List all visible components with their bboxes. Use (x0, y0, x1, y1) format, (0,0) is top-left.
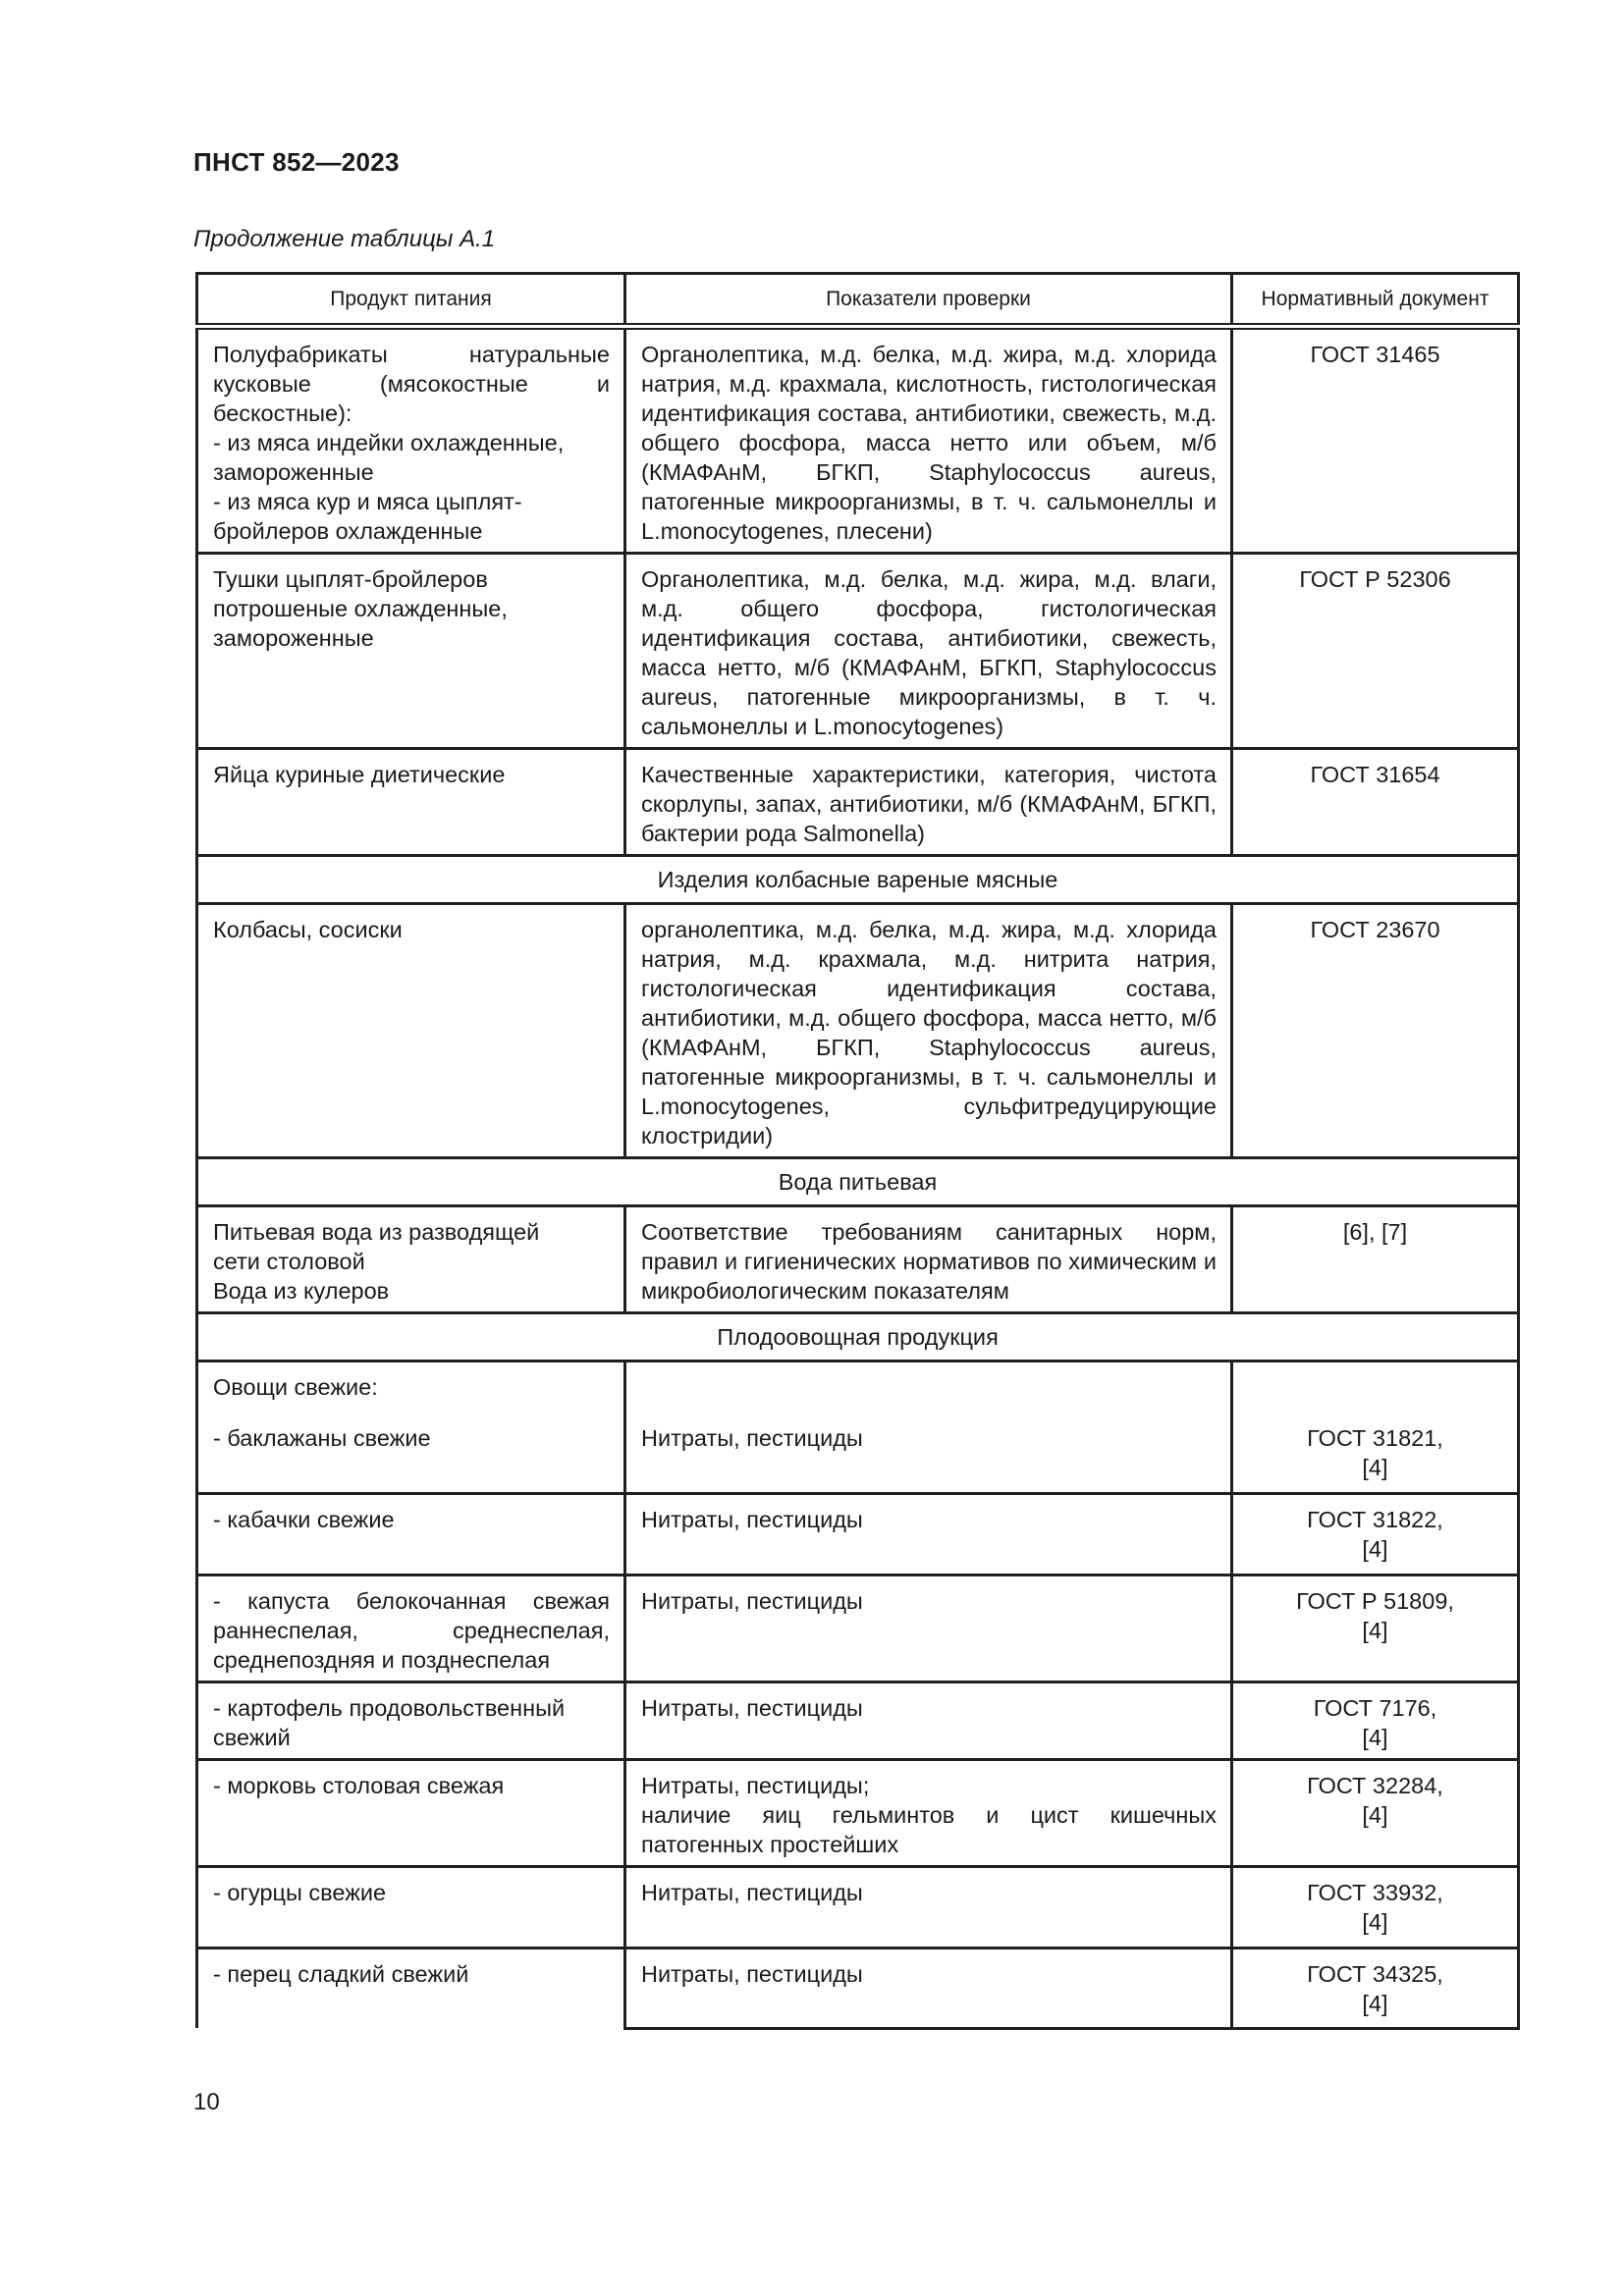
checks-line: Нитраты, пестициды (641, 1695, 863, 1721)
normative-doc-cell (1232, 1362, 1519, 1415)
checks-cell (625, 1760, 1232, 1867)
product-cell: - баклажаны свежие (197, 1414, 625, 1494)
checks-cell: Органолептика, м.д. белка, м.д. жира, м.д. хлорида натрия, м.д. крахмала, кислотность, гистологическая идентификация состава, антибиотики, свежесть, м.д. общего фосфора, масса нетто или объем, м/б (КМАФАнМ, БГКП, Staphylococcus aureus, патогенные микроорганизмы, в т. ч. сальмонеллы и L.monocytogenes, плесени) (625, 327, 1232, 554)
checks-cell (625, 1575, 1232, 1682)
product-line: потрошеные охлажденные, (213, 596, 508, 621)
checks-line: Нитраты, пестициды; (641, 1773, 870, 1798)
product-cell (197, 554, 625, 749)
product-line: Питьевая вода из разводящей (213, 1219, 540, 1245)
normative-doc-cell (1232, 1867, 1519, 1949)
checks-cell (625, 1682, 1232, 1760)
product-line: замороженные (213, 625, 374, 651)
table-row (197, 1206, 1519, 1313)
checks-line: Нитраты, пестициды (641, 1880, 863, 1905)
doc-line: ГОСТ 33932, (1307, 1880, 1443, 1905)
checks-line: Нитраты, пестициды (641, 1425, 863, 1451)
checks-line: Нитраты, пестициды (641, 1961, 863, 1987)
product-cell: - картофель продовольственный свежий (197, 1682, 625, 1760)
normative-doc-cell: ГОСТ 31465 (1232, 327, 1519, 554)
header-checks: Показатели проверки (625, 274, 1232, 327)
product-cell: Колбасы, сосиски (197, 904, 625, 1158)
normative-doc-cell (1232, 1760, 1519, 1867)
doc-line: ГОСТ 31821, (1307, 1425, 1443, 1451)
document-code: ПНСТ 852—2023 (193, 147, 400, 177)
table-row (197, 327, 1519, 554)
table-row (197, 1682, 1519, 1760)
doc-line: ГОСТ 34325, (1307, 1961, 1443, 1987)
doc-line: ГОСТ 7176, (1313, 1695, 1437, 1721)
checks-cell: органолептика, м.д. белка, м.д. жира, м.д. хлорида натрия, м.д. крахмала, м.д. нитрита натрия, гистологическая идентификация состава, антибиотики, м.д. общего фосфора, масса нетто, м/б (КМАФАнМ, БГКП, Staphylococcus aureus, патогенные микроорганизмы, в т. ч. сальмонеллы и L.monocytogenes, сульфитредуцирующие клостридии) (625, 904, 1232, 1158)
checks-cell (625, 1414, 1232, 1494)
product-cell: - огурцы свежие (197, 1867, 625, 1949)
checks-cell (625, 1867, 1232, 1949)
checks-cell (625, 1949, 1232, 2029)
header-product: Продукт питания (197, 274, 625, 327)
doc-line: [4] (1362, 1802, 1388, 1828)
table-row (197, 554, 1519, 749)
checks-line: Нитраты, пестициды (641, 1507, 863, 1532)
section-row-produce (197, 1313, 1519, 1362)
normative-doc-cell (1232, 1682, 1519, 1760)
normative-doc-cell (1232, 1949, 1519, 2029)
product-line: - из мяса кур и мяса цыплят-бройлеров охлажденные (213, 489, 522, 544)
section-title: Изделия колбасные вареные мясные (197, 856, 1519, 904)
product-cell: - морковь столовая свежая (197, 1760, 625, 1867)
table-caption: Продолжение таблицы А.1 (193, 226, 496, 252)
product-cell (197, 327, 625, 554)
product-line: Яйца куриные диетические (213, 762, 506, 787)
doc-line: [4] (1362, 1909, 1388, 1935)
checks-cell: Качественные характеристики, категория, чистота скорлупы, запах, антибиотики, м/б (КМАФАнМ, БГКП, бактерии рода Salmonella) (625, 749, 1232, 856)
checks-cell (625, 1494, 1232, 1575)
checks-cell: Органолептика, м.д. белка, м.д. жира, м.д. влаги, м.д. общего фосфора, гистологическая идентификация состава, антибиотики, свежесть, масса нетто, м/б (КМАФАнМ, БГКП, Staphylococcus aureus, патогенные микроорганизмы, в т. ч. сальмонеллы и L.monocytogenes) (625, 554, 1232, 749)
doc-line: [4] (1362, 1725, 1388, 1750)
table-row (197, 1362, 1519, 1415)
doc-line: ГОСТ 32284, (1307, 1773, 1443, 1798)
table-row (197, 1414, 1519, 1494)
normative-doc-cell: [6], [7] (1232, 1206, 1519, 1313)
product-line: Полуфабрикаты натуральные кусковые (мясокостные и бескостные): (213, 342, 610, 426)
table-header-row (197, 274, 1519, 327)
section-row-sausage (197, 856, 1519, 904)
doc-line: [4] (1362, 1618, 1388, 1643)
product-cell: - кабачки свежие (197, 1494, 625, 1575)
checks-cell (625, 1362, 1232, 1415)
checks-line: наличие яиц гельминтов и цист кишечных патогенных простейших (641, 1802, 1217, 1857)
normative-doc-cell: ГОСТ 23670 (1232, 904, 1519, 1158)
doc-line: ГОСТ 31822, (1307, 1507, 1443, 1532)
table-row (197, 1575, 1519, 1682)
product-cell (197, 1206, 625, 1313)
header-normative-doc: Нормативный документ (1232, 274, 1519, 327)
section-row-water (197, 1158, 1519, 1206)
normative-doc-cell (1232, 1575, 1519, 1682)
doc-line: ГОСТ Р 51809, (1296, 1588, 1454, 1614)
table-row (197, 1949, 1519, 2029)
normative-doc-cell: ГОСТ Р 52306 (1232, 554, 1519, 749)
product-cell (197, 749, 625, 856)
page-number: 10 (193, 2089, 220, 2115)
product-line: Вода из кулеров (213, 1278, 390, 1304)
table-row (197, 749, 1519, 856)
product-group-cell: Овощи свежие: (197, 1362, 625, 1415)
table-row (197, 1760, 1519, 1867)
normative-doc-cell (1232, 1414, 1519, 1494)
table-row (197, 1494, 1519, 1575)
product-line: сети столовой (213, 1249, 365, 1274)
section-title: Вода питьевая (197, 1158, 1519, 1206)
checks-line: Нитраты, пестициды (641, 1588, 863, 1614)
doc-line: [4] (1362, 1536, 1388, 1562)
section-title: Плодоовощная продукция (197, 1313, 1519, 1362)
normative-doc-cell (1232, 1494, 1519, 1575)
product-line: - из мяса индейки охлажденные, замороженные (213, 430, 565, 485)
product-cell: - капуста белокочанная свежая раннеспелая, среднеспелая, среднепоздняя и позднеспелая (197, 1575, 625, 1682)
checks-cell: Соответствие требованиям санитарных норм, правил и гигиенических нормативов по химическим и микробиологическим показателям (625, 1206, 1232, 1313)
requirements-table (195, 272, 1520, 2030)
doc-line: [4] (1362, 1991, 1388, 2016)
product-cell: - перец сладкий свежий (197, 1949, 625, 2029)
table-row (197, 1867, 1519, 1949)
product-line: Тушки цыплят-бройлеров (213, 566, 488, 592)
table-row (197, 904, 1519, 1158)
normative-doc-cell: ГОСТ 31654 (1232, 749, 1519, 856)
doc-line: [4] (1362, 1455, 1388, 1480)
